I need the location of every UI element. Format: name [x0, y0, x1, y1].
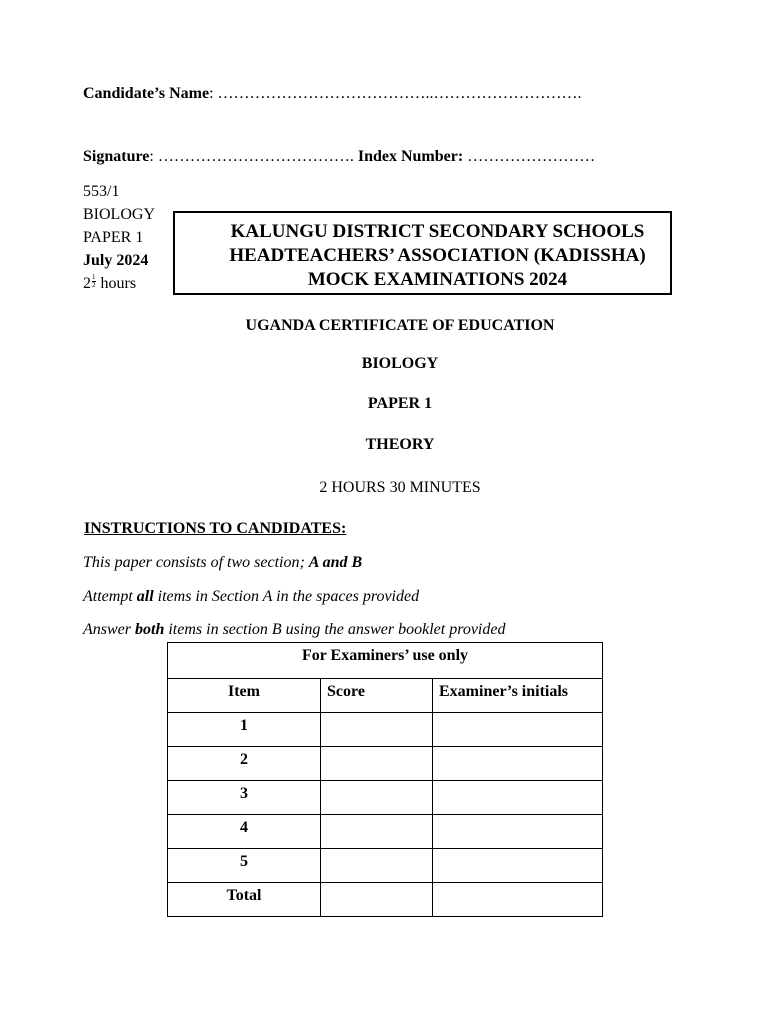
paper-duration: 2 $\frac{1}{2}$ hours — [83, 272, 137, 292]
certificate-title: UGANDA CERTIFICATE OF EDUCATION — [245, 317, 555, 334]
initials-cell[interactable] — [433, 849, 603, 883]
score-cell[interactable] — [321, 781, 433, 815]
instruction-2: Attempt all items in Section A in the spaces provided — [83, 588, 420, 605]
item-label: 5 — [168, 849, 321, 883]
initials-cell[interactable] — [433, 781, 603, 815]
total-label: Total — [168, 883, 321, 917]
duration-title: 2 HOURS 30 MINUTES — [319, 479, 481, 496]
initials-cell[interactable] — [433, 713, 603, 747]
instruction-1: This paper consists of two section; A and B — [83, 554, 363, 571]
signature-field[interactable]: : ………………………………. — [149, 148, 358, 165]
candidate-name-field[interactable]: : …………………………………..………………………. — [209, 85, 582, 102]
signature-line — [83, 148, 595, 166]
header-initials: Examiner’s initials — [433, 679, 603, 713]
header-score: Score — [321, 679, 433, 713]
table-title: For Examiners’ use only — [168, 643, 603, 679]
instructions-heading: INSTRUCTIONS TO CANDIDATES: — [84, 520, 347, 537]
index-number-field[interactable]: …………………… — [463, 148, 596, 165]
score-cell[interactable] — [321, 713, 433, 747]
item-label: 4 — [168, 815, 321, 849]
paper-date: July 2024 — [83, 252, 149, 269]
paper-code: 553/1 — [83, 183, 120, 200]
header-item: Item — [168, 679, 321, 713]
subject-title: BIOLOGY — [361, 355, 439, 372]
theory-title: THEORY — [365, 436, 435, 453]
examiners-table — [167, 642, 603, 917]
total-initials-cell[interactable] — [433, 883, 603, 917]
score-cell[interactable] — [321, 815, 433, 849]
score-cell[interactable] — [321, 849, 433, 883]
candidate-name-label: Candidate’s Name — [83, 85, 210, 102]
header-line-2: HEADTEACHERS’ ASSOCIATION (KADISSHA) — [229, 245, 646, 266]
table-row — [168, 849, 603, 883]
table-row — [168, 747, 603, 781]
signature-label: Signature — [83, 148, 150, 165]
index-number-label: Index Number: — [357, 148, 464, 165]
item-label: 1 — [168, 713, 321, 747]
initials-cell[interactable] — [433, 747, 603, 781]
candidate-name-line — [83, 85, 582, 103]
score-cell[interactable] — [321, 747, 433, 781]
table-row — [168, 815, 603, 849]
instruction-3: Answer both items in section B using the answer booklet provided — [83, 621, 506, 638]
item-label: 3 — [168, 781, 321, 815]
paper-info — [83, 180, 155, 295]
total-score-cell[interactable] — [321, 883, 433, 917]
header-line-3: MOCK EXAMINATIONS 2024 — [307, 269, 568, 290]
table-row — [168, 713, 603, 747]
item-label: 2 — [168, 747, 321, 781]
paper-number: PAPER 1 — [83, 229, 144, 246]
table-row — [168, 883, 603, 917]
header-line-1: KALUNGU DISTRICT SECONDARY SCHOOLS — [230, 221, 645, 242]
table-row — [168, 781, 603, 815]
initials-cell[interactable] — [433, 815, 603, 849]
paper-title: PAPER 1 — [367, 395, 433, 412]
paper-subject: BIOLOGY — [83, 206, 155, 223]
exam-header-box — [173, 211, 672, 295]
